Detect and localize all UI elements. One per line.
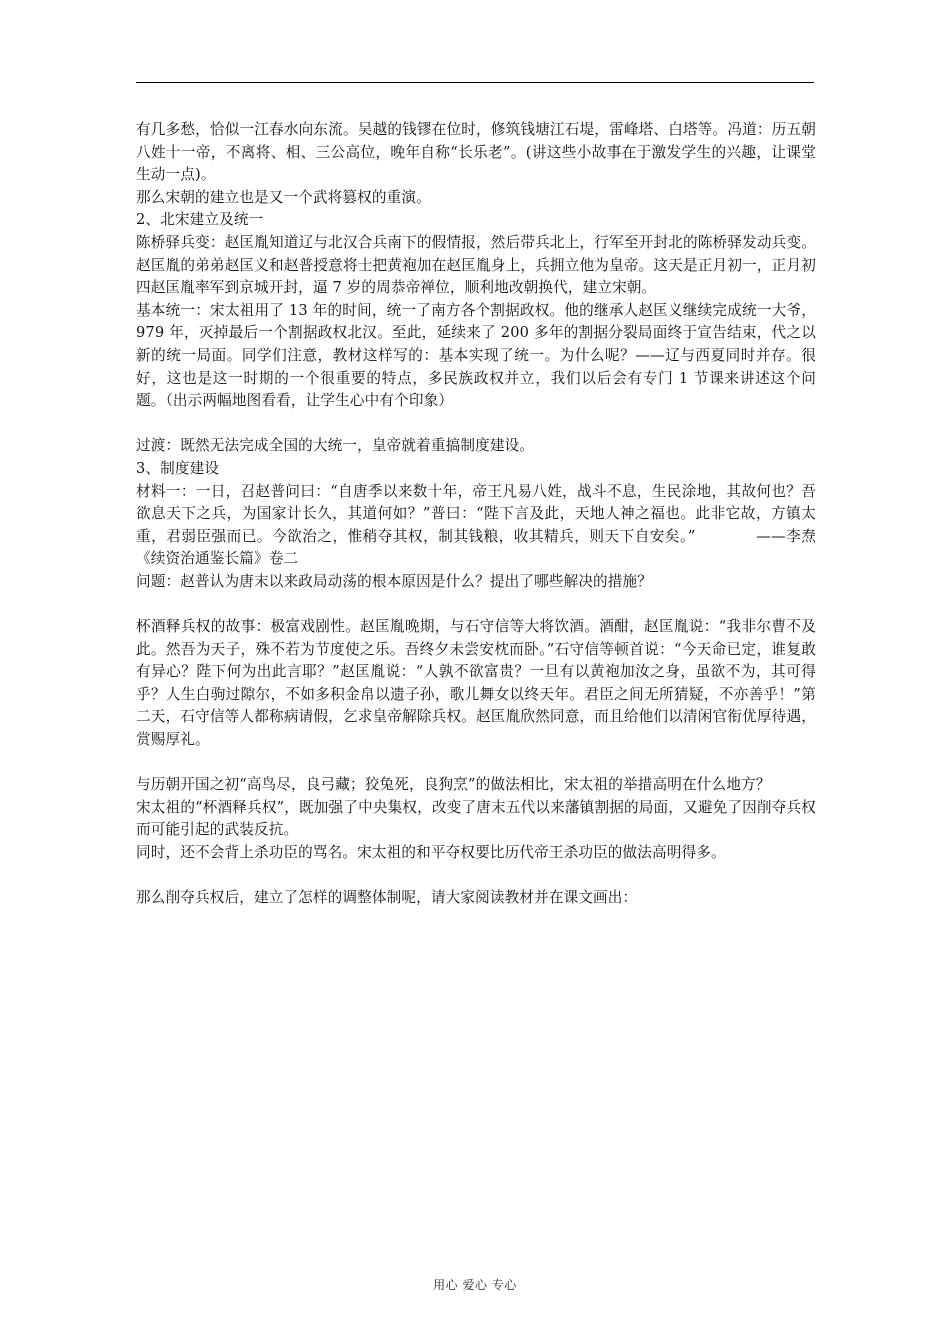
header-rule <box>136 82 814 83</box>
paragraph-song-founding-intro: 那么宋朝的建立也是又一个武将篡权的重演。 <box>136 188 431 206</box>
page-footer: 用心 爱心 专心 <box>433 1278 517 1292</box>
paragraph-basic-unification: 基本统一：宋太祖用了 13 年的时间，统一了南方各个割据政权。他的继承人赵匡义继续完成统一大爷，979 年，灭掉最后一个割据政权北汉。至此，延续来了 200 多年的割据分裂局面终于宣告结束，代之以新的统一局面。同学们注意，教材这样写的：基本实现了统一。为什么呢？——辽与西夏同时并存。很好，这也是这一时期的一个很重要的特点，多民族政权并立，我们以后会有专门 1 节课来讲述这个问题。（出示两幅地图看看，让学生心中有个印象） <box>136 301 816 410</box>
section-heading-3: 3、制度建设 <box>136 459 220 477</box>
paragraph-question: 问题：赵普认为唐末以来政局动荡的根本原因是什么？提出了哪些解决的措施？ <box>136 572 653 590</box>
paragraph-cup-of-wine-story: 杯酒释兵权的故事：极富戏剧性。赵匡胤晚期，与石守信等大将饮酒。酒酣，赵匡胤说：“我非尔曹不及此。然吾为天子，殊不若为节度使之乐。吾终夕未尝安枕而卧。”石守信等顿首说：“今天命已定，谁复敢有异心？陛下何为出此言耶？”赵匡胤说：“人孰不欲富贵？一旦有以黄袍加汝之身，虽欲不为，其可得乎？人生白驹过隙尔，不如多积金帛以遗子孙，歌儿舞女以终天年。君臣之间无所猜疑，不亦善乎！”第二天，石守信等人都称病请假，乞求皇帝解除兵权。赵匡胤欣然同意，而且给他们以清闲官衔优厚待遇，赏赐厚礼。 <box>136 618 816 749</box>
section-heading-2: 2、北宋建立及统一 <box>136 211 264 229</box>
paragraph-comparison-question: 与历朝开国之初“高鸟尽，良弓藏；狡兔死，良狗烹”的做法相比，宋太祖的举措高明在什么地方？ <box>136 776 771 794</box>
paragraph-material-one: 材料一：一日，召赵普问曰：“自唐季以来数十年，帝王凡易八姓，战斗不息，生民涂地，其故何也？吾欲息天下之兵，为国家计长久，其道何如？”普曰：“陛下言及此，天地人神之福也。此非它故，方镇太重，君弱臣强而已。今欲治之，惟稍夺其权，制其钱粮，收其精兵，则天下自安矣。” ——李焘《续资治通鉴长篇》卷二 <box>136 482 816 568</box>
paragraph-reading-prompt: 那么削夺兵权后，建立了怎样的调整体制呢，请大家阅读教材并在课文画出： <box>136 889 638 907</box>
blank-line <box>136 752 816 775</box>
blank-line <box>136 413 816 436</box>
paragraph-chenqiao-mutiny: 陈桥驿兵变：赵匡胤知道辽与北汉合兵南下的假情报，然后带兵北上，行军至开封北的陈桥驿发动兵变。赵匡胤的弟弟赵匡义和赵普授意将士把黄袍加在赵匡胤身上，兵拥立他为皇帝。这天是正月初一，正月初四赵匡胤率军到京城开封，逼 7 岁的周恭帝禅位，顺利地改朝换代，建立宋朝。 <box>136 233 816 297</box>
blank-line <box>136 593 816 616</box>
paragraph-answer-reputation: 同时，还不会背上杀功臣的骂名。宋太祖的和平夺权要比历代帝王杀功臣的做法高明得多。 <box>136 844 726 861</box>
paragraph-transition: 过渡：既然无法完成全国的大统一，皇帝就着重搞制度建设。 <box>136 437 535 455</box>
paragraph-answer-centralization: 宋太祖的“杯酒释兵权”，既加强了中央集权，改变了唐末五代以来藩镇割据的局面，又避免了因削夺兵权而可能引起的武装反抗。 <box>136 798 816 839</box>
document-body <box>136 119 816 910</box>
paragraph-wuyue-story: 有几多愁，恰似一江春水向东流。吴越的钱镠在位时，修筑钱塘江石堤，雷峰塔、白塔等。冯道：历五朝八姓十一帝，不离将、相、三公高位，晚年自称“长乐老”。(讲这些小故事在于激发学生的兴趣，让课堂生动一点)。 <box>136 121 816 184</box>
blank-line <box>136 865 816 888</box>
